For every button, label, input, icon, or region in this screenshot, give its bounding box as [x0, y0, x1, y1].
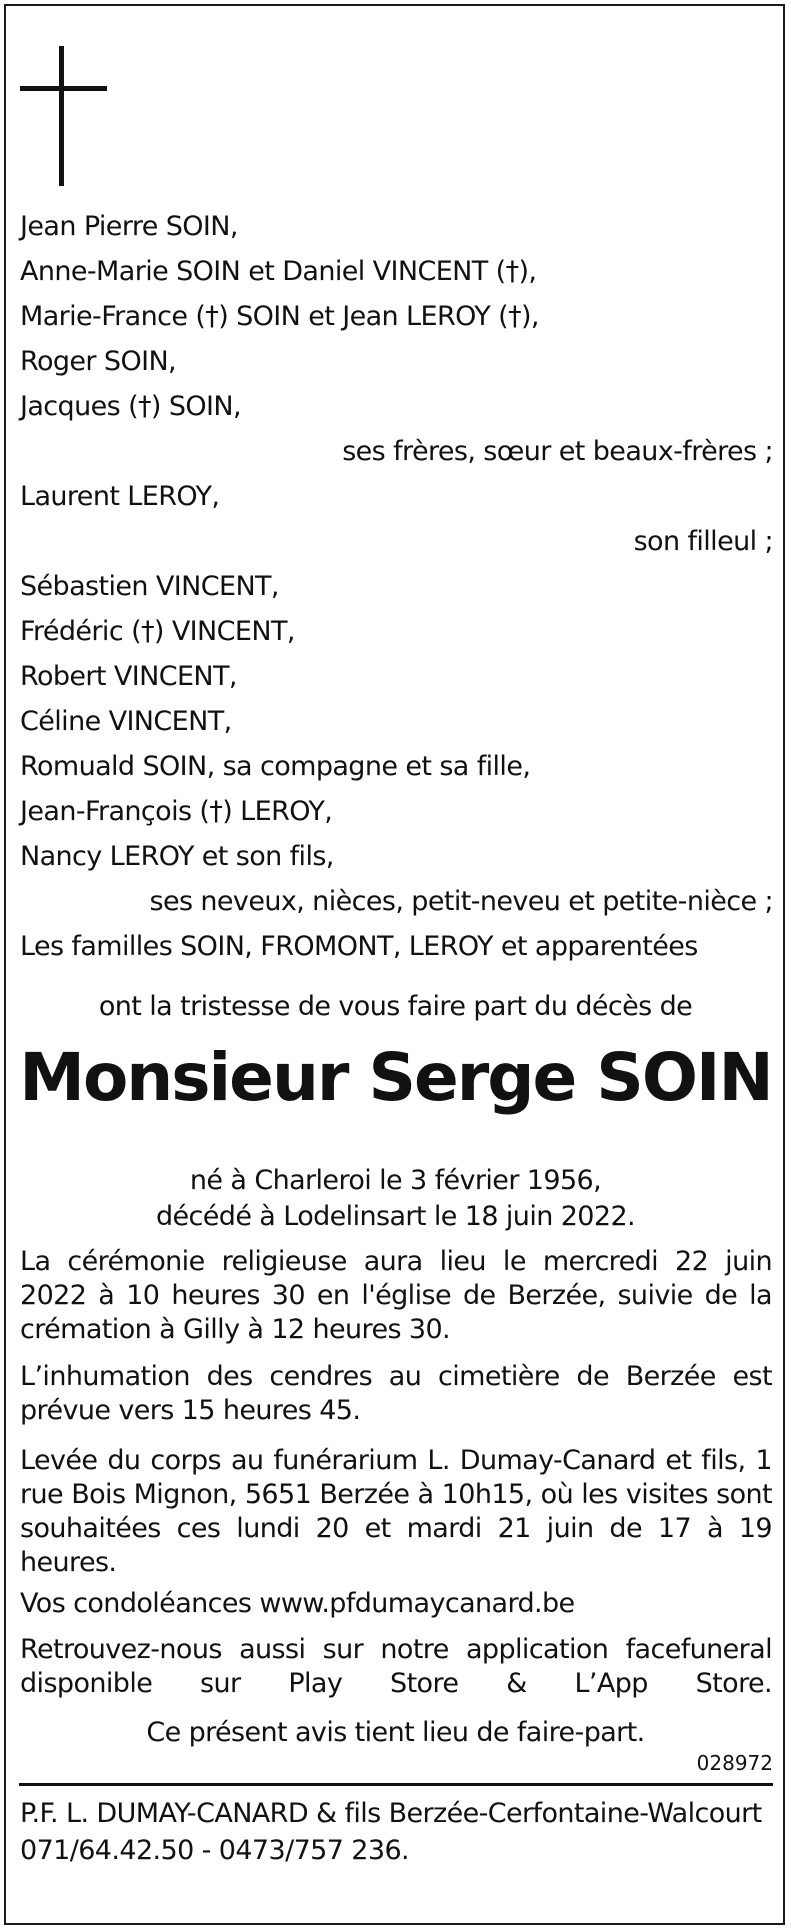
funeral-home-phone: 071/64.42.50 - 0473/757 236. [20, 1835, 410, 1866]
family-line: Céline VINCENT, [20, 706, 232, 737]
family-line: Les familles SOIN, FROMONT, LEROY et apparentées [20, 931, 698, 962]
family-line: Frédéric (†) VINCENT, [20, 616, 295, 647]
condolences-line: Vos condoléances www.pfdumaycanard.be [20, 1588, 575, 1619]
notice-line: Ce présent avis tient lieu de faire-part. [146, 1717, 645, 1748]
family-line: Anne-Marie SOIN et Daniel VINCENT (†), [20, 256, 537, 287]
announcement: ont la tristesse de vous faire part du décès de [98, 991, 693, 1022]
death-line: décédé à Lodelinsart le 18 juin 2022. [155, 1201, 636, 1232]
family-line: Jacques (†) SOIN, [20, 391, 241, 422]
cross-icon-bar [20, 86, 107, 91]
deceased-name: Monsieur Serge SOIN [19, 1039, 772, 1116]
levee-paragraph: Levée du corps au funérarium L. Dumay-Canard et fils, 1 rue Bois Mignon, 5651 Berzée à 10h15, où les visites sont souhaitées ces lundi 20 et mardi 21 juin de 17 à 19 heures. [20, 1445, 772, 1578]
family-line: Romuald SOIN, sa compagne et sa fille, [20, 751, 531, 782]
ceremony-paragraph: La cérémonie religieuse aura lieu le mercredi 22 juin 2022 à 10 heures 30 en l'église de Berzée, suivie de la crémation à Gilly à 12 heures 30. [20, 1246, 772, 1345]
family-line: Jean Pierre SOIN, [20, 211, 238, 242]
funeral-home-line: P.F. L. DUMAY-CANARD & fils Berzée-Cerfontaine-Walcourt [20, 1798, 762, 1829]
reference-number: 028972 [696, 1751, 773, 1775]
divider [19, 1783, 773, 1786]
burial-paragraph: L’inhumation des cendres au cimetière de Berzée est prévue vers 15 heures 45. [20, 1361, 772, 1426]
family-line: Nancy LEROY et son fils, [20, 841, 334, 872]
family-line: Marie-France (†) SOIN et Jean LEROY (†), [20, 301, 539, 332]
family-line: Roger SOIN, [20, 346, 177, 377]
family-line: Jean-François (†) LEROY, [20, 796, 333, 827]
app-paragraph: Retrouvez-nous aussi sur notre application facefuneral disponible sur Play Store & L’App Store. [20, 1634, 772, 1699]
cross-icon [59, 46, 64, 186]
family-line: Robert VINCENT, [20, 661, 237, 692]
relation-line: son filleul ; [633, 526, 773, 557]
birth-line: né à Charleroi le 3 février 1956, [189, 1165, 602, 1196]
relation-line: ses frères, sœur et beaux-frères ; [342, 436, 773, 467]
family-line: Laurent LEROY, [20, 481, 220, 512]
relation-line: ses neveux, nièces, petit-neveu et petite-nièce ; [149, 886, 773, 917]
family-line: Sébastien VINCENT, [20, 571, 279, 602]
